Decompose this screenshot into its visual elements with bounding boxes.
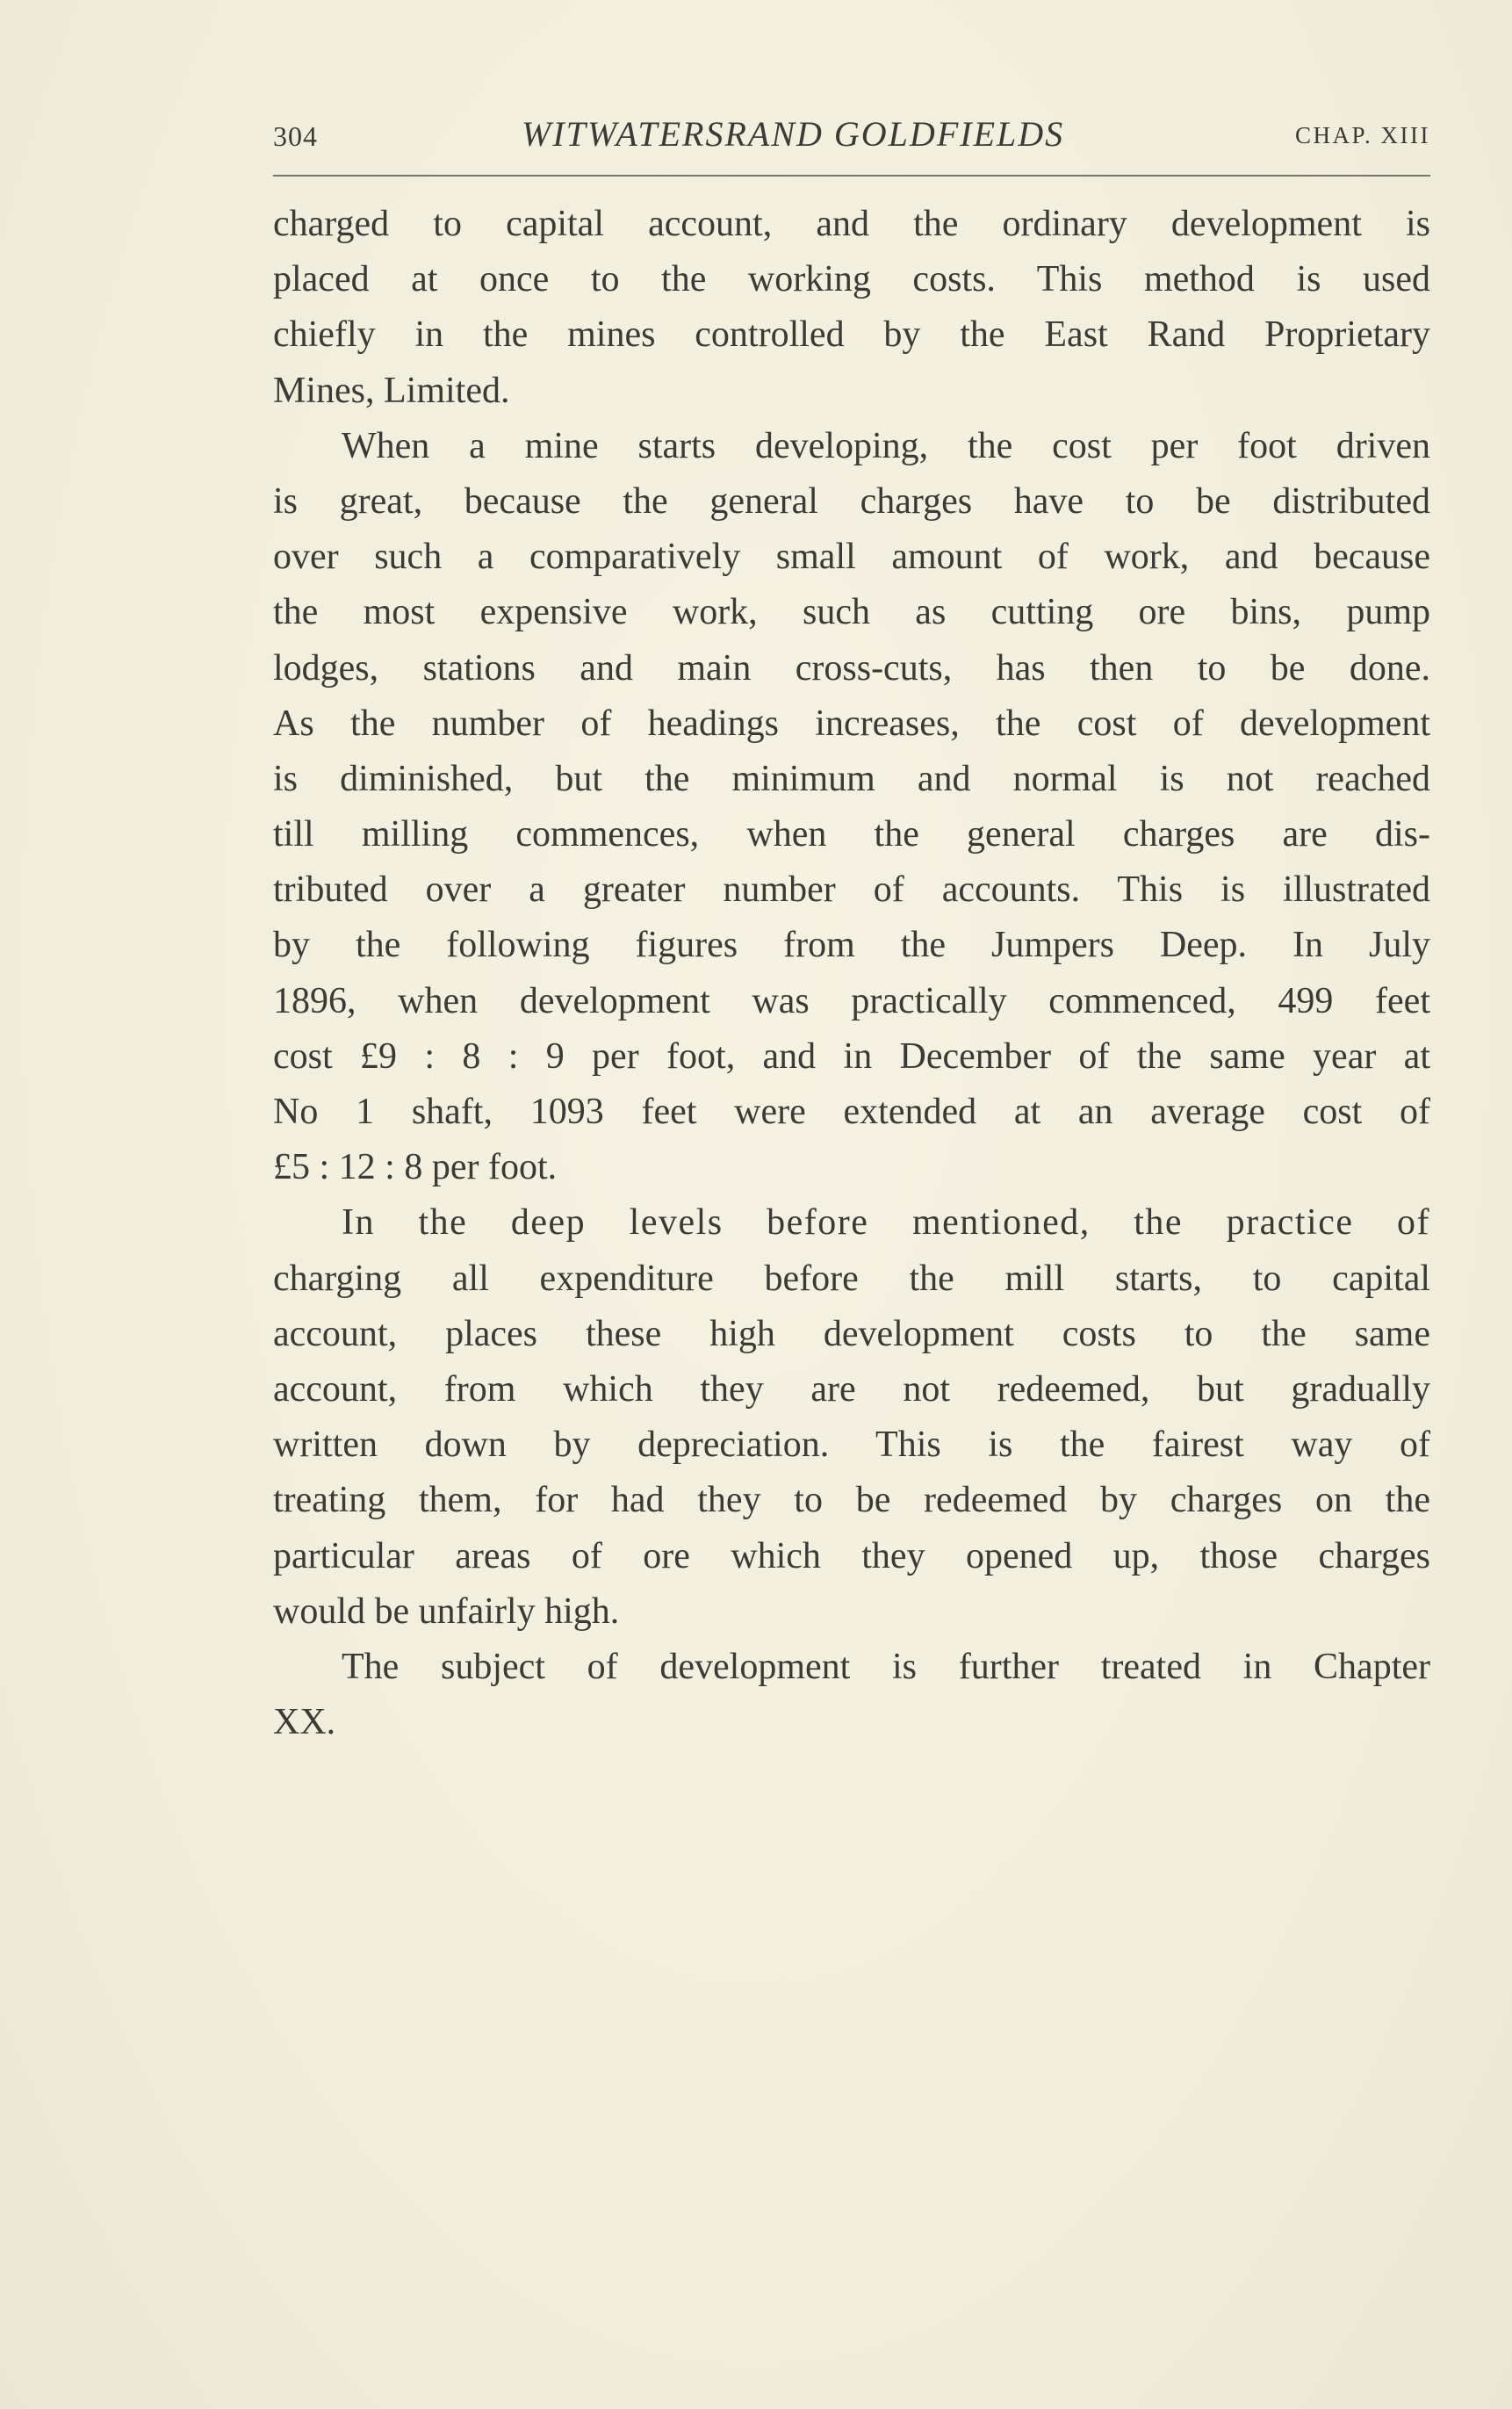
text-line: treating them, for had they to be redeemed by charges on the [273,1480,1430,1521]
header-rule [273,175,1430,177]
text-line: charged to capital account, and the ordinary development is [273,204,1430,244]
text-line: Mines, Limited. [273,370,510,411]
text-line: As the number of headings increases, the cost of development [273,703,1430,744]
text-line: £5 : 12 : 8 per foot. [273,1147,558,1188]
text-line: by the following figures from the Jumpers Deep. In July [273,925,1430,966]
text-line: When a mine starts developing, the cost per foot driven [342,425,1430,466]
text-line: XX. [273,1702,336,1743]
text-line: 1896, when development was practically commenced, 499 feet [273,980,1430,1021]
text-line: account, from which they are not redeemed, but gradually [273,1368,1430,1410]
text-line: tributed over a greater number of accounts. This is illustrated [273,869,1430,911]
text-line: the most expensive work, such as cutting ore bins, pump [273,592,1430,633]
text-line: The subject of development is further treated in Chapter [342,1646,1430,1687]
text-line: is diminished, but the minimum and normal is not reached [273,758,1430,799]
text-line: cost £9 : 8 : 9 per foot, and in December of the same year at [273,1035,1430,1077]
text-line: would be unfairly high. [273,1590,620,1632]
text-line: till milling commences, when the general charges are dis- [273,814,1430,855]
text-line: lodges, stations and main cross-cuts, has then to be done. [273,647,1430,689]
page-number: 304 [273,120,318,152]
text-line: is great, because the general charges have to be distributed [273,480,1430,522]
text-line: placed at once to the working costs. This method is used [273,259,1430,300]
running-title: WITWATERSRAND GOLDFIELDS [522,114,1065,154]
chapter-label: CHAP. XIII [1294,122,1430,148]
text-line: No 1 shaft, 1093 feet were extended at an average cost of [273,1092,1430,1132]
text-line: written down by depreciation. This is the fairest way of [273,1424,1430,1466]
text-line: In the deep levels before mentioned, the practice of [342,1202,1430,1244]
text-line: account, places these high development costs to the same [273,1313,1430,1354]
body-text [273,197,1430,1750]
text-line: over such a comparatively small amount of work, and because [273,537,1430,578]
text-line: particular areas of ore which they opened up, those charges [273,1535,1430,1576]
text-line: charging all expenditure before the mill starts, to capital [273,1258,1430,1299]
page-header [273,112,1430,161]
text-line: chiefly in the mines controlled by the East Rand Proprietary [273,314,1430,356]
